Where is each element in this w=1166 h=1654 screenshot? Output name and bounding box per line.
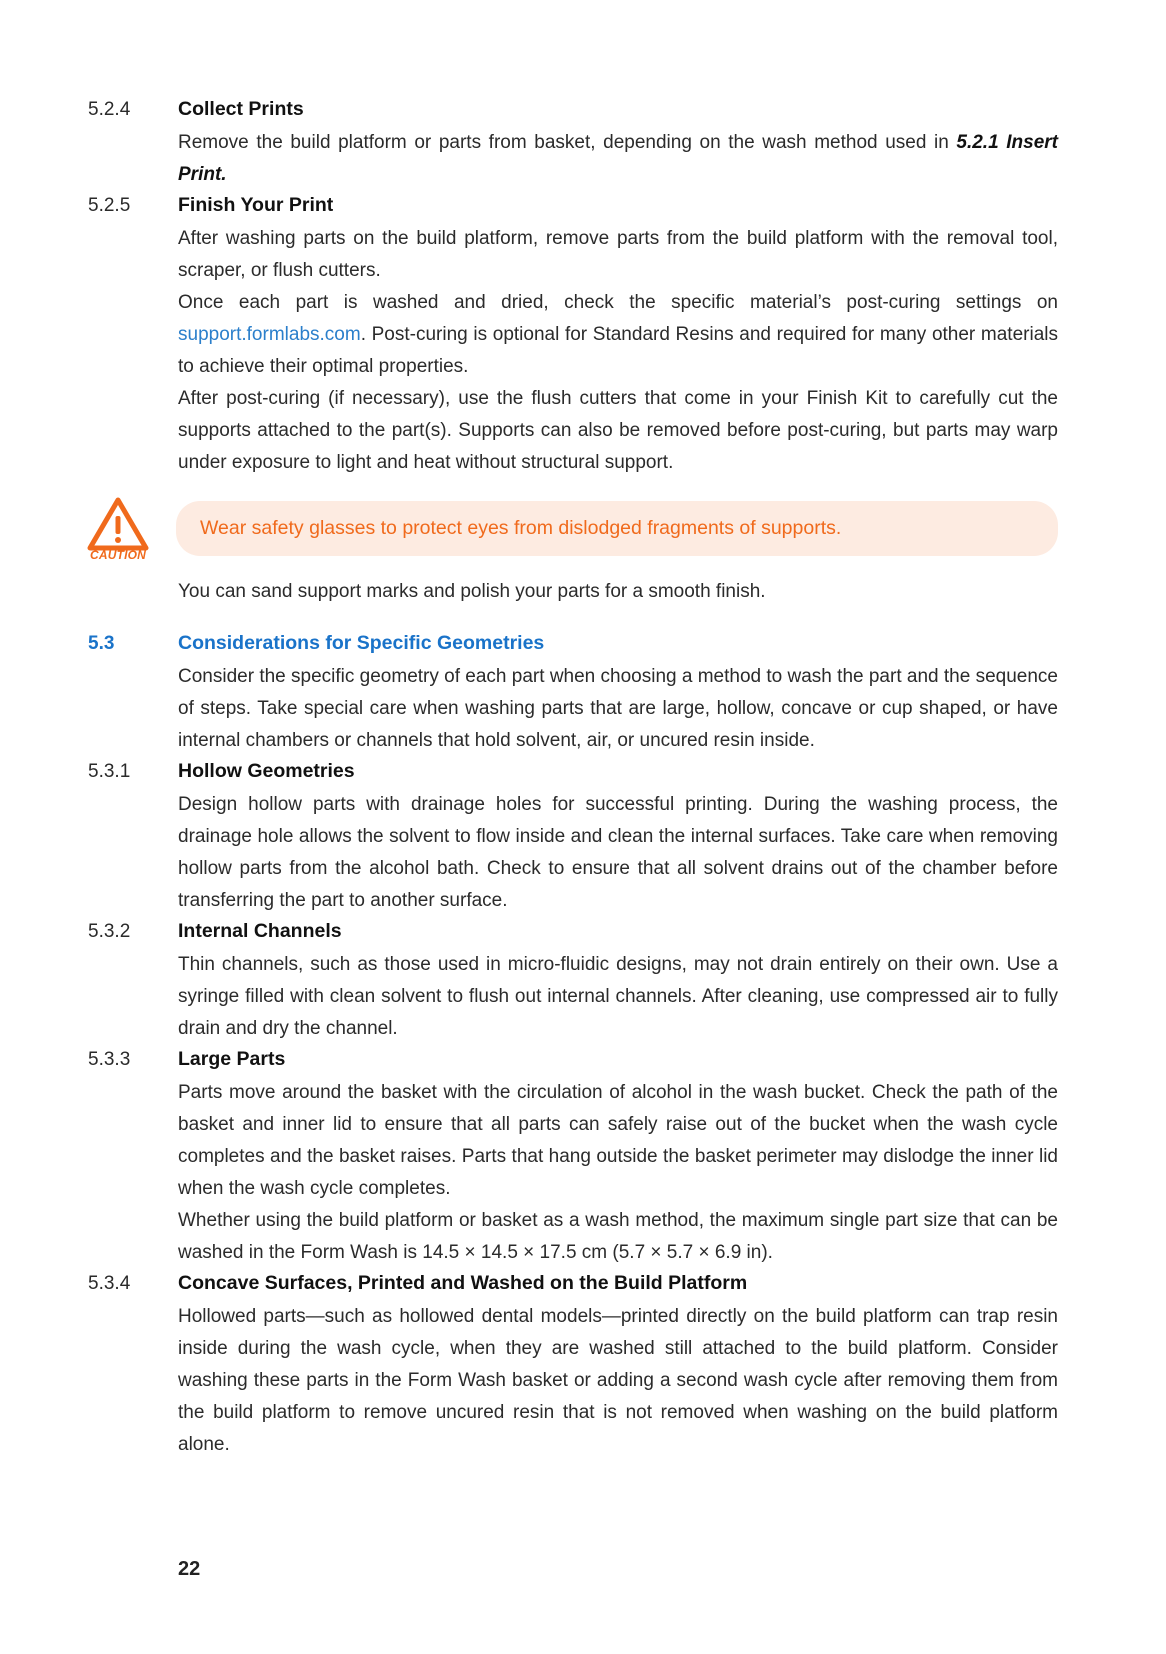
paragraph: Once each part is washed and dried, check the specific material’s post-curing settings on support.formlabs.com. Post-curing is optional for Standard Resins and required for many other materials to achieve their optimal properties. [178,292,1058,377]
page-number: 22 [178,1558,201,1580]
section-title: Finish Your Print [178,194,334,216]
paragraph: After washing parts on the build platform, remove parts from the build platform with the removal tool, scraper, or flush cutters. [178,228,1058,281]
section-title: Considerations for Specific Geometries [178,632,545,654]
caution-text: Wear safety glasses to protect eyes from dislodged fragments of supports. [200,517,842,539]
section-number: 5.2.4 [88,99,131,120]
after-caution-body [178,576,1058,608]
section-heading-5-3-2 [88,920,1058,943]
paragraph: After post-curing (if necessary), use the flush cutters that come in your Finish Kit to carefully cut the supports attached to the part(s). Supports can also be removed before post-curing, but parts may warp under exposure to light and heat without structural support. [178,388,1058,473]
paragraph: Remove the build platform or parts from basket, depending on the wash method used in 5.2.1 Insert Print. [178,132,1058,185]
section-heading-5-2-4 [88,98,1058,121]
section-title: Internal Channels [178,920,342,942]
paragraph: Whether using the build platform or basket as a wash method, the maximum single part size that can be washed in the Form Wash is 14.5 × 14.5 × 17.5 cm (5.7 × 5.7 × 6.9 in). [178,1210,1058,1263]
paragraph: You can sand support marks and polish your parts for a smooth finish. [178,581,766,602]
support-link[interactable]: support.formlabs.com [178,324,361,345]
section-title: Large Parts [178,1048,286,1070]
section-number: 5.3.2 [88,921,131,942]
section-title: Concave Surfaces, Printed and Washed on the Build Platform [178,1272,748,1294]
section-number: 5.3 [88,633,115,654]
section-number: 5.3.3 [88,1049,131,1070]
cross-reference[interactable]: 5.2.1 Insert Print. [178,132,1058,185]
section-title: Hollow Geometries [178,760,355,782]
paragraph: Hollowed parts—such as hollowed dental models—printed directly on the build platform can trap resin inside during the wash cycle, when they are washed still attached to the build platform. Consider washing these parts in the Form Wash basket or adding a second wash cycle after removing them from the build platform to remove uncured resin that is not removed when washing on the build platform alone. [178,1306,1058,1455]
paragraph: Parts move around the basket with the circulation of alcohol in the wash bucket. Check the path of the basket and inner lid to ensure that all parts can safely raise out of the bucket when the wash cycle completes and the basket raises. Parts that hang outside the basket perimeter may dislodge the inner lid when the wash cycle completes. [178,1082,1058,1199]
paragraph: Thin channels, such as those used in micro-fluidic designs, may not drain entirely on their own. Use a syringe filled with clean solvent to flush out internal channels. After cleaning, use compressed air to fully drain and dry the channel. [178,954,1058,1039]
paragraph: Consider the specific geometry of each part when choosing a method to wash the part and the sequence of steps. Take special care when washing parts that are large, hollow, concave or cup shaped, or have internal chambers or channels that hold solvent, air, or uncured resin inside. [178,666,1058,751]
section-body-5-3-1 [178,789,1058,917]
section-number: 5.3.4 [88,1273,131,1294]
section-title: Collect Prints [178,98,304,120]
section-body-5-2-4 [178,127,1058,191]
section-body-5-3 [178,661,1058,757]
section-number: 5.2.5 [88,195,131,216]
caution-label: CAUTION [89,548,147,562]
section-heading-5-3 [88,632,1058,655]
section-heading-5-2-5 [88,194,1058,217]
section-body-5-3-3 [178,1077,1058,1269]
section-body-5-3-4 [178,1301,1058,1461]
section-body-5-3-2 [178,949,1058,1045]
section-heading-5-3-4 [88,1272,1058,1295]
caution-callout [176,501,1058,556]
section-heading-5-3-3 [88,1048,1058,1071]
paragraph: Design hollow parts with drainage holes for successful printing. During the washing process, the drainage hole allows the solvent to flow inside and clean the internal surfaces. Take care when removing hollow parts from the alcohol bath. Check to ensure that all solvent drains out of the chamber before transferring the part to another surface. [178,794,1058,911]
section-heading-5-3-1 [88,760,1058,783]
section-body-5-2-5 [178,223,1058,479]
section-number: 5.3.1 [88,761,131,782]
